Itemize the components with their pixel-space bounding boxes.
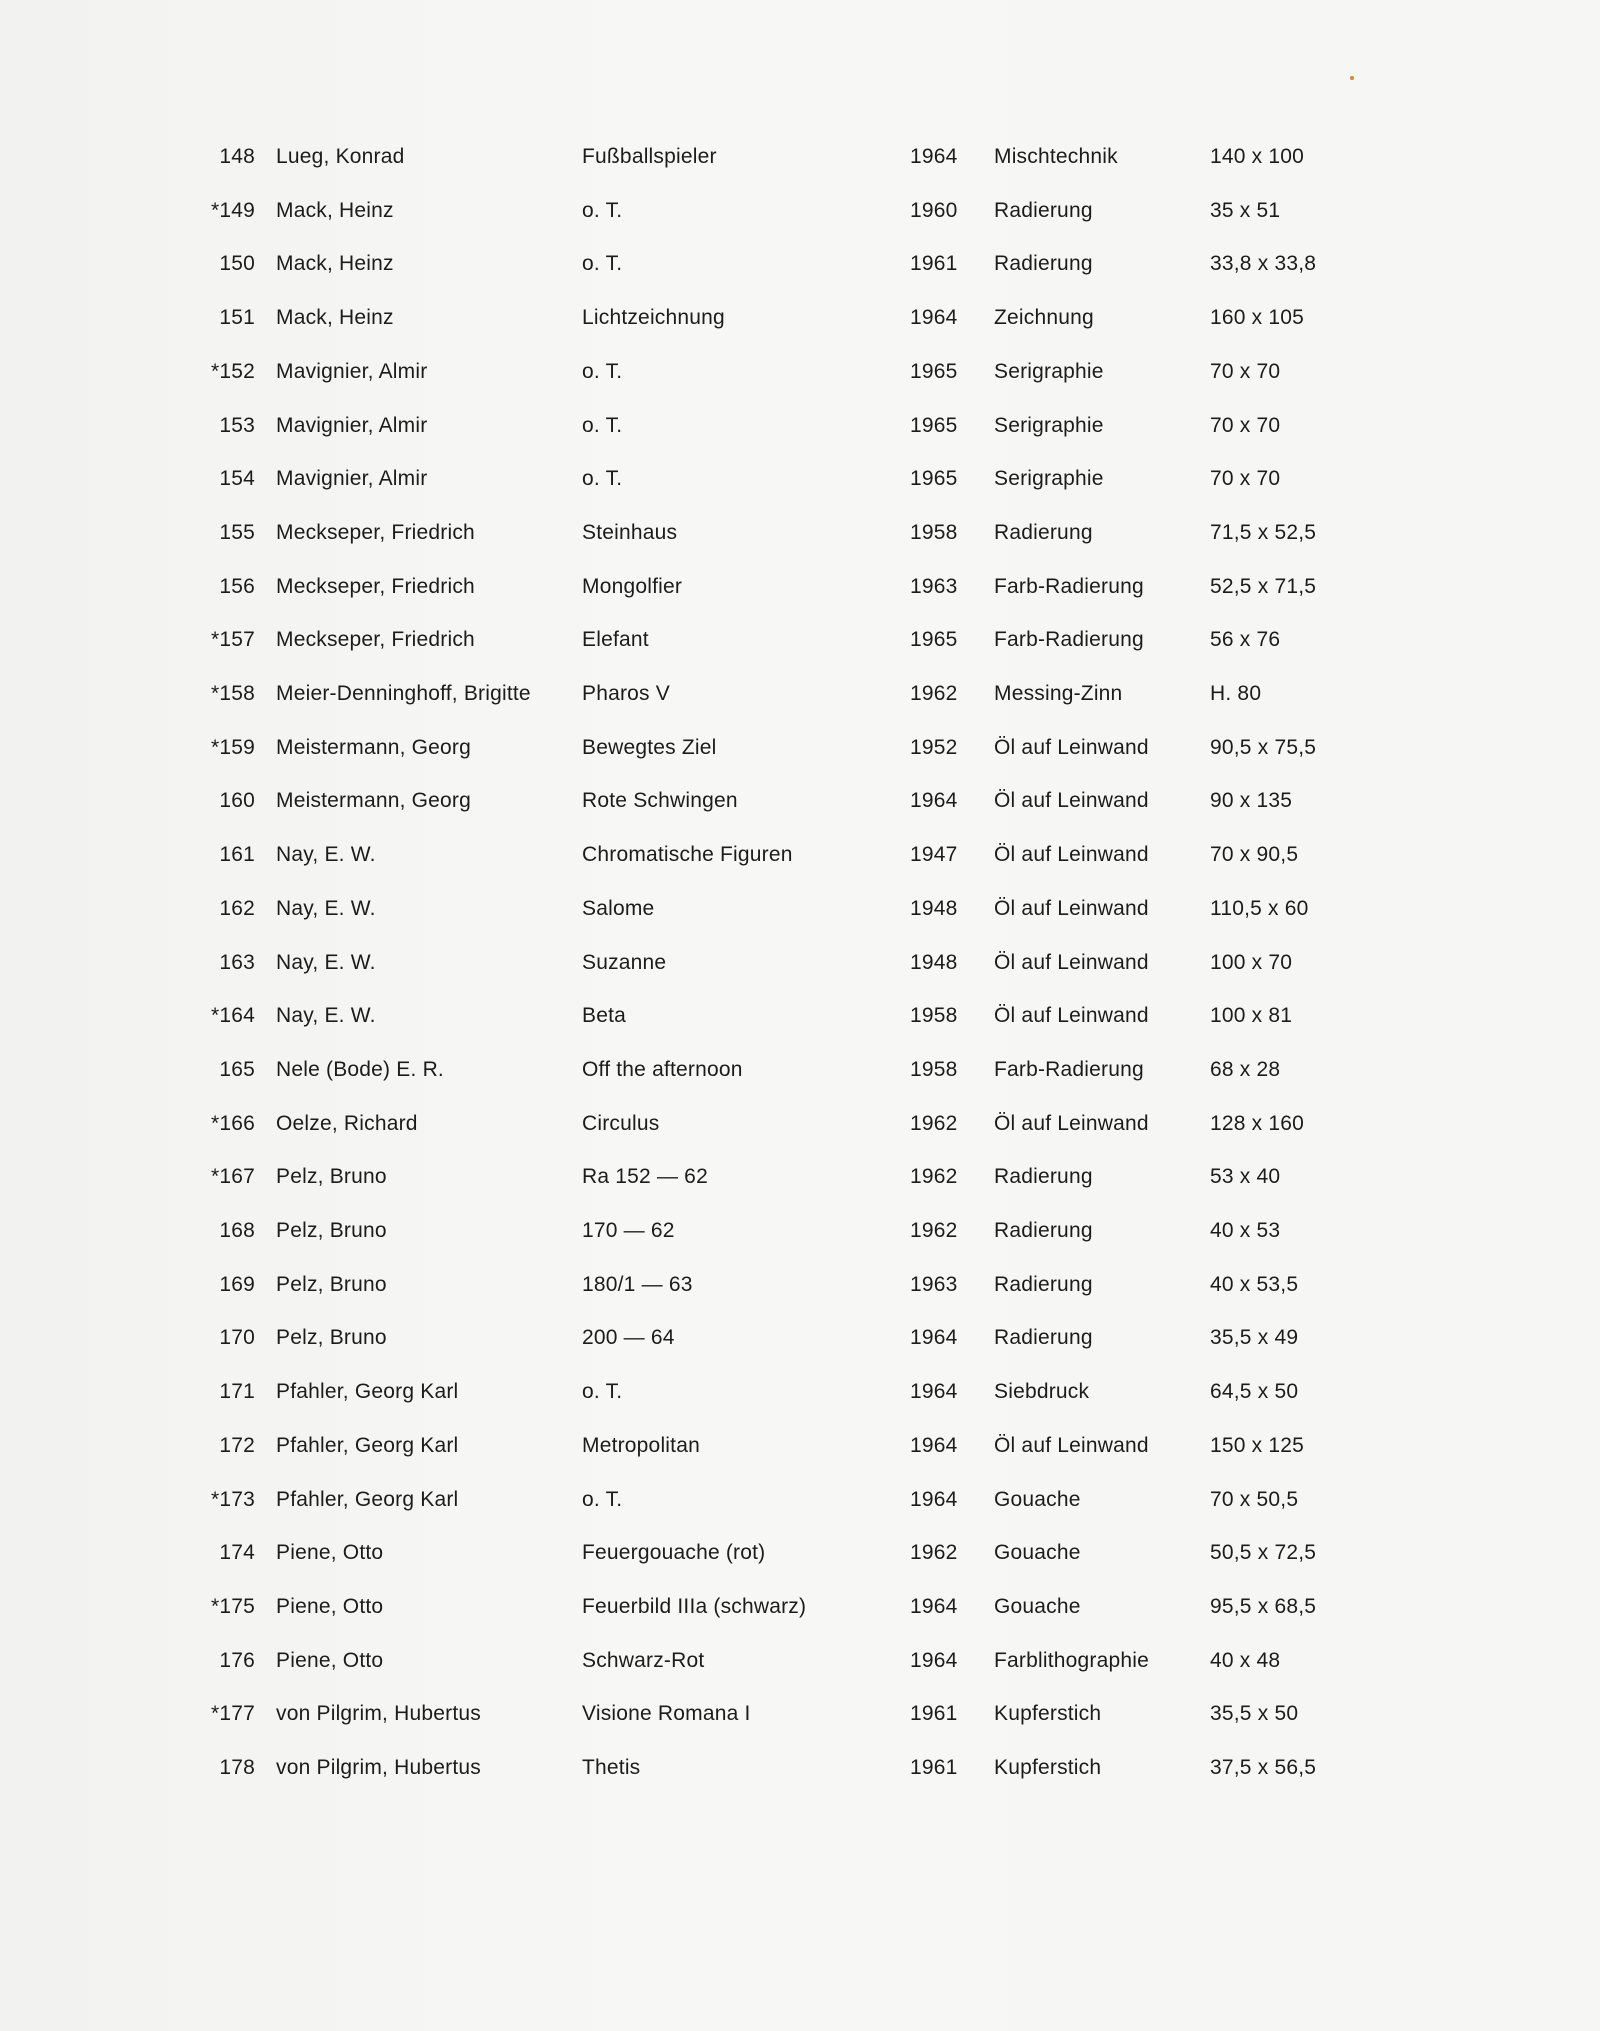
entry-size: 100 x 70	[1210, 951, 1293, 974]
entry-size: 68 x 28	[1210, 1058, 1281, 1081]
entry-technique: Öl auf Leinwand	[994, 951, 1149, 974]
entry-title: o. T.	[582, 467, 623, 490]
entry-number: 151	[219, 306, 255, 329]
catalog-row	[0, 1270, 1600, 1300]
entry-title: Fußballspieler	[582, 145, 717, 168]
entry-title: Chromatische Figuren	[582, 843, 793, 866]
entry-number: 163	[219, 951, 255, 974]
entry-size: 90,5 x 75,5	[1210, 736, 1317, 759]
entry-year: 1962	[910, 1165, 958, 1188]
entry-number: 162	[219, 897, 255, 920]
entry-title: o. T.	[582, 252, 623, 275]
entry-artist: Meckseper, Friedrich	[276, 628, 475, 651]
entry-artist: Meier-Denninghoff, Brigitte	[276, 682, 531, 705]
catalog-row	[0, 411, 1600, 441]
entry-number: *167	[210, 1165, 255, 1188]
entry-size: 40 x 53	[1210, 1219, 1281, 1242]
entry-year: 1964	[910, 1649, 958, 1672]
entry-size: 95,5 x 68,5	[1210, 1595, 1317, 1618]
entry-technique: Gouache	[994, 1595, 1081, 1618]
entry-title: Lichtzeichnung	[582, 306, 725, 329]
entry-title: o. T.	[582, 199, 623, 222]
entry-year: 1964	[910, 789, 958, 812]
entry-size: 150 x 125	[1210, 1434, 1305, 1457]
entry-size: 37,5 x 56,5	[1210, 1756, 1317, 1779]
entry-technique: Radierung	[994, 1165, 1093, 1188]
entry-artist: Nele (Bode) E. R.	[276, 1058, 444, 1081]
entry-technique: Öl auf Leinwand	[994, 1112, 1149, 1135]
entry-artist: Nay, E. W.	[276, 951, 376, 974]
entry-artist: Mavignier, Almir	[276, 360, 428, 383]
entry-technique: Öl auf Leinwand	[994, 1434, 1149, 1457]
entry-artist: Meckseper, Friedrich	[276, 575, 475, 598]
entry-size: 33,8 x 33,8	[1210, 252, 1317, 275]
entry-technique: Öl auf Leinwand	[994, 843, 1149, 866]
entry-number: *158	[210, 682, 255, 705]
entry-size: 52,5 x 71,5	[1210, 575, 1317, 598]
entry-technique: Gouache	[994, 1488, 1081, 1511]
entry-year: 1963	[910, 1273, 958, 1296]
catalog-row	[0, 249, 1600, 279]
entry-technique: Radierung	[994, 1273, 1093, 1296]
entry-year: 1964	[910, 1326, 958, 1349]
entry-size: 70 x 50,5	[1210, 1488, 1299, 1511]
entry-artist: Lueg, Konrad	[276, 145, 405, 168]
entry-technique: Serigraphie	[994, 360, 1104, 383]
entry-number: *152	[210, 360, 255, 383]
entry-artist: Mack, Heinz	[276, 252, 394, 275]
entry-number: *149	[210, 199, 255, 222]
catalog-row	[0, 142, 1600, 172]
entry-number: 174	[219, 1541, 255, 1564]
entry-technique: Radierung	[994, 199, 1093, 222]
entry-size: 70 x 70	[1210, 414, 1281, 437]
entry-size: 40 x 53,5	[1210, 1273, 1299, 1296]
catalog-row	[0, 840, 1600, 870]
entry-size: 35,5 x 50	[1210, 1702, 1299, 1725]
entry-number: 178	[219, 1756, 255, 1779]
entry-artist: Meckseper, Friedrich	[276, 521, 475, 544]
entry-technique: Öl auf Leinwand	[994, 789, 1149, 812]
entry-technique: Messing-Zinn	[994, 682, 1123, 705]
entry-size: 70 x 90,5	[1210, 843, 1299, 866]
entry-technique: Radierung	[994, 1219, 1093, 1242]
entry-title: o. T.	[582, 360, 623, 383]
catalog-row	[0, 948, 1600, 978]
catalog-row	[0, 1216, 1600, 1246]
entry-number: 169	[219, 1273, 255, 1296]
entry-size: 35 x 51	[1210, 199, 1281, 222]
entry-year: 1961	[910, 252, 958, 275]
entry-size: 70 x 70	[1210, 360, 1281, 383]
entry-number: *157	[210, 628, 255, 651]
entry-year: 1965	[910, 414, 958, 437]
entry-size: 56 x 76	[1210, 628, 1281, 651]
entry-title: Metropolitan	[582, 1434, 700, 1457]
entry-year: 1961	[910, 1756, 958, 1779]
entry-number: *175	[210, 1595, 255, 1618]
entry-number: 153	[219, 414, 255, 437]
entry-number: 161	[219, 843, 255, 866]
entry-number: 176	[219, 1649, 255, 1672]
entry-artist: Pfahler, Georg Karl	[276, 1434, 459, 1457]
entry-number: 170	[219, 1326, 255, 1349]
entry-year: 1965	[910, 628, 958, 651]
catalog-row	[0, 625, 1600, 655]
catalog-row	[0, 572, 1600, 602]
catalog-row	[0, 1485, 1600, 1515]
entry-artist: Pelz, Bruno	[276, 1326, 387, 1349]
entry-size: 70 x 70	[1210, 467, 1281, 490]
catalog-row	[0, 733, 1600, 763]
entry-year: 1962	[910, 1219, 958, 1242]
entry-technique: Zeichnung	[994, 306, 1094, 329]
entry-artist: Nay, E. W.	[276, 897, 376, 920]
entry-number: 155	[219, 521, 255, 544]
paper-speck	[1350, 76, 1354, 80]
entry-technique: Farb-Radierung	[994, 628, 1144, 651]
catalog-row	[0, 679, 1600, 709]
entry-title: Elefant	[582, 628, 649, 651]
entry-artist: Mack, Heinz	[276, 199, 394, 222]
entry-artist: Pelz, Bruno	[276, 1165, 387, 1188]
entry-number: 165	[219, 1058, 255, 1081]
entry-title: 170 — 62	[582, 1219, 675, 1242]
entry-number: *173	[210, 1488, 255, 1511]
entry-title: Bewegtes Ziel	[582, 736, 717, 759]
catalog-row	[0, 1377, 1600, 1407]
entry-year: 1958	[910, 1004, 958, 1027]
entry-title: Circulus	[582, 1112, 660, 1135]
entry-size: 100 x 81	[1210, 1004, 1293, 1027]
entry-technique: Radierung	[994, 1326, 1093, 1349]
catalog-row	[0, 1323, 1600, 1353]
entry-technique: Öl auf Leinwand	[994, 736, 1149, 759]
entry-year: 1961	[910, 1702, 958, 1725]
catalog-row	[0, 786, 1600, 816]
entry-artist: Nay, E. W.	[276, 843, 376, 866]
entry-year: 1958	[910, 521, 958, 544]
entry-title: Pharos V	[582, 682, 670, 705]
entry-artist: Mavignier, Almir	[276, 414, 428, 437]
entry-year: 1948	[910, 951, 958, 974]
entry-year: 1948	[910, 897, 958, 920]
entry-technique: Farb-Radierung	[994, 1058, 1144, 1081]
entry-title: Feuergouache (rot)	[582, 1541, 766, 1564]
entry-number: 156	[219, 575, 255, 598]
catalog-row	[0, 1431, 1600, 1461]
entry-number: *177	[210, 1702, 255, 1725]
catalog-row	[0, 894, 1600, 924]
catalog-row	[0, 1699, 1600, 1729]
entry-size: 64,5 x 50	[1210, 1380, 1299, 1403]
entry-number: 168	[219, 1219, 255, 1242]
entry-artist: Mack, Heinz	[276, 306, 394, 329]
entry-size: 160 x 105	[1210, 306, 1305, 329]
entry-size: 50,5 x 72,5	[1210, 1541, 1317, 1564]
entry-number: *159	[210, 736, 255, 759]
entry-artist: Pelz, Bruno	[276, 1219, 387, 1242]
entry-size: H. 80	[1210, 682, 1262, 705]
entry-year: 1964	[910, 1488, 958, 1511]
catalog-row	[0, 1753, 1600, 1783]
entry-technique: Radierung	[994, 521, 1093, 544]
entry-title: o. T.	[582, 1488, 623, 1511]
entry-year: 1947	[910, 843, 958, 866]
entry-year: 1962	[910, 682, 958, 705]
entry-technique: Siebdruck	[994, 1380, 1090, 1403]
entry-year: 1962	[910, 1112, 958, 1135]
entry-size: 90 x 135	[1210, 789, 1293, 812]
catalog-row	[0, 357, 1600, 387]
entry-size: 53 x 40	[1210, 1165, 1281, 1188]
entry-title: o. T.	[582, 1380, 623, 1403]
entry-year: 1964	[910, 145, 958, 168]
entry-number: 160	[219, 789, 255, 812]
entry-size: 128 x 160	[1210, 1112, 1305, 1135]
entry-artist: Pfahler, Georg Karl	[276, 1488, 459, 1511]
entry-title: Beta	[582, 1004, 626, 1027]
entry-number: *166	[210, 1112, 255, 1135]
entry-number: 172	[219, 1434, 255, 1457]
entry-technique: Kupferstich	[994, 1756, 1102, 1779]
entry-title: Schwarz-Rot	[582, 1649, 705, 1672]
entry-title: Mongolfier	[582, 575, 683, 598]
entry-technique: Öl auf Leinwand	[994, 1004, 1149, 1027]
catalog-row	[0, 1162, 1600, 1192]
entry-number: 171	[219, 1380, 255, 1403]
entry-number: 148	[219, 145, 255, 168]
entry-year: 1958	[910, 1058, 958, 1081]
entry-size: 140 x 100	[1210, 145, 1305, 168]
entry-artist: Mavignier, Almir	[276, 467, 428, 490]
entry-title: Suzanne	[582, 951, 667, 974]
entry-title: o. T.	[582, 414, 623, 437]
entry-title: 200 — 64	[582, 1326, 675, 1349]
entry-technique: Gouache	[994, 1541, 1081, 1564]
catalog-row	[0, 1001, 1600, 1031]
entry-technique: Farb-Radierung	[994, 575, 1144, 598]
catalog-row	[0, 1646, 1600, 1676]
entry-artist: Piene, Otto	[276, 1541, 384, 1564]
entry-title: Steinhaus	[582, 521, 678, 544]
entry-title: Feuerbild IIIa (schwarz)	[582, 1595, 807, 1618]
entry-year: 1965	[910, 360, 958, 383]
entry-title: Ra 152 — 62	[582, 1165, 708, 1188]
entry-artist: Nay, E. W.	[276, 1004, 376, 1027]
entry-year: 1963	[910, 575, 958, 598]
catalog-row	[0, 196, 1600, 226]
entry-title: Salome	[582, 897, 655, 920]
entry-artist: Oelze, Richard	[276, 1112, 418, 1135]
entry-year: 1952	[910, 736, 958, 759]
entry-number: 154	[219, 467, 255, 490]
entry-number: *164	[210, 1004, 255, 1027]
entry-artist: Pelz, Bruno	[276, 1273, 387, 1296]
catalog-row	[0, 464, 1600, 494]
entry-artist: Meistermann, Georg	[276, 789, 472, 812]
entry-year: 1965	[910, 467, 958, 490]
catalog-row	[0, 1538, 1600, 1568]
entry-title: Off the afternoon	[582, 1058, 743, 1081]
entry-year: 1964	[910, 1434, 958, 1457]
entry-artist: Piene, Otto	[276, 1595, 384, 1618]
entry-title: Rote Schwingen	[582, 789, 738, 812]
entry-size: 110,5 x 60	[1210, 897, 1309, 920]
entry-size: 71,5 x 52,5	[1210, 521, 1317, 544]
catalog-row	[0, 1109, 1600, 1139]
entry-artist: Piene, Otto	[276, 1649, 384, 1672]
entry-size: 35,5 x 49	[1210, 1326, 1299, 1349]
entry-technique: Serigraphie	[994, 467, 1104, 490]
catalog-row	[0, 1055, 1600, 1085]
entry-technique: Serigraphie	[994, 414, 1104, 437]
entry-technique: Radierung	[994, 252, 1093, 275]
entry-year: 1964	[910, 306, 958, 329]
entry-title: Thetis	[582, 1756, 641, 1779]
entry-artist: Pfahler, Georg Karl	[276, 1380, 459, 1403]
entry-technique: Farblithographie	[994, 1649, 1149, 1672]
entry-technique: Kupferstich	[994, 1702, 1102, 1725]
entry-year: 1960	[910, 199, 958, 222]
catalog-row	[0, 1592, 1600, 1622]
entry-year: 1962	[910, 1541, 958, 1564]
entry-technique: Mischtechnik	[994, 145, 1118, 168]
catalog-row	[0, 303, 1600, 333]
entry-title: 180/1 — 63	[582, 1273, 693, 1296]
entry-artist: von Pilgrim, Hubertus	[276, 1702, 481, 1725]
catalog-row	[0, 518, 1600, 548]
entry-year: 1964	[910, 1380, 958, 1403]
entry-artist: Meistermann, Georg	[276, 736, 472, 759]
entry-size: 40 x 48	[1210, 1649, 1281, 1672]
entry-year: 1964	[910, 1595, 958, 1618]
entry-artist: von Pilgrim, Hubertus	[276, 1756, 481, 1779]
entry-technique: Öl auf Leinwand	[994, 897, 1149, 920]
entry-number: 150	[219, 252, 255, 275]
entry-title: Visione Romana I	[582, 1702, 751, 1725]
